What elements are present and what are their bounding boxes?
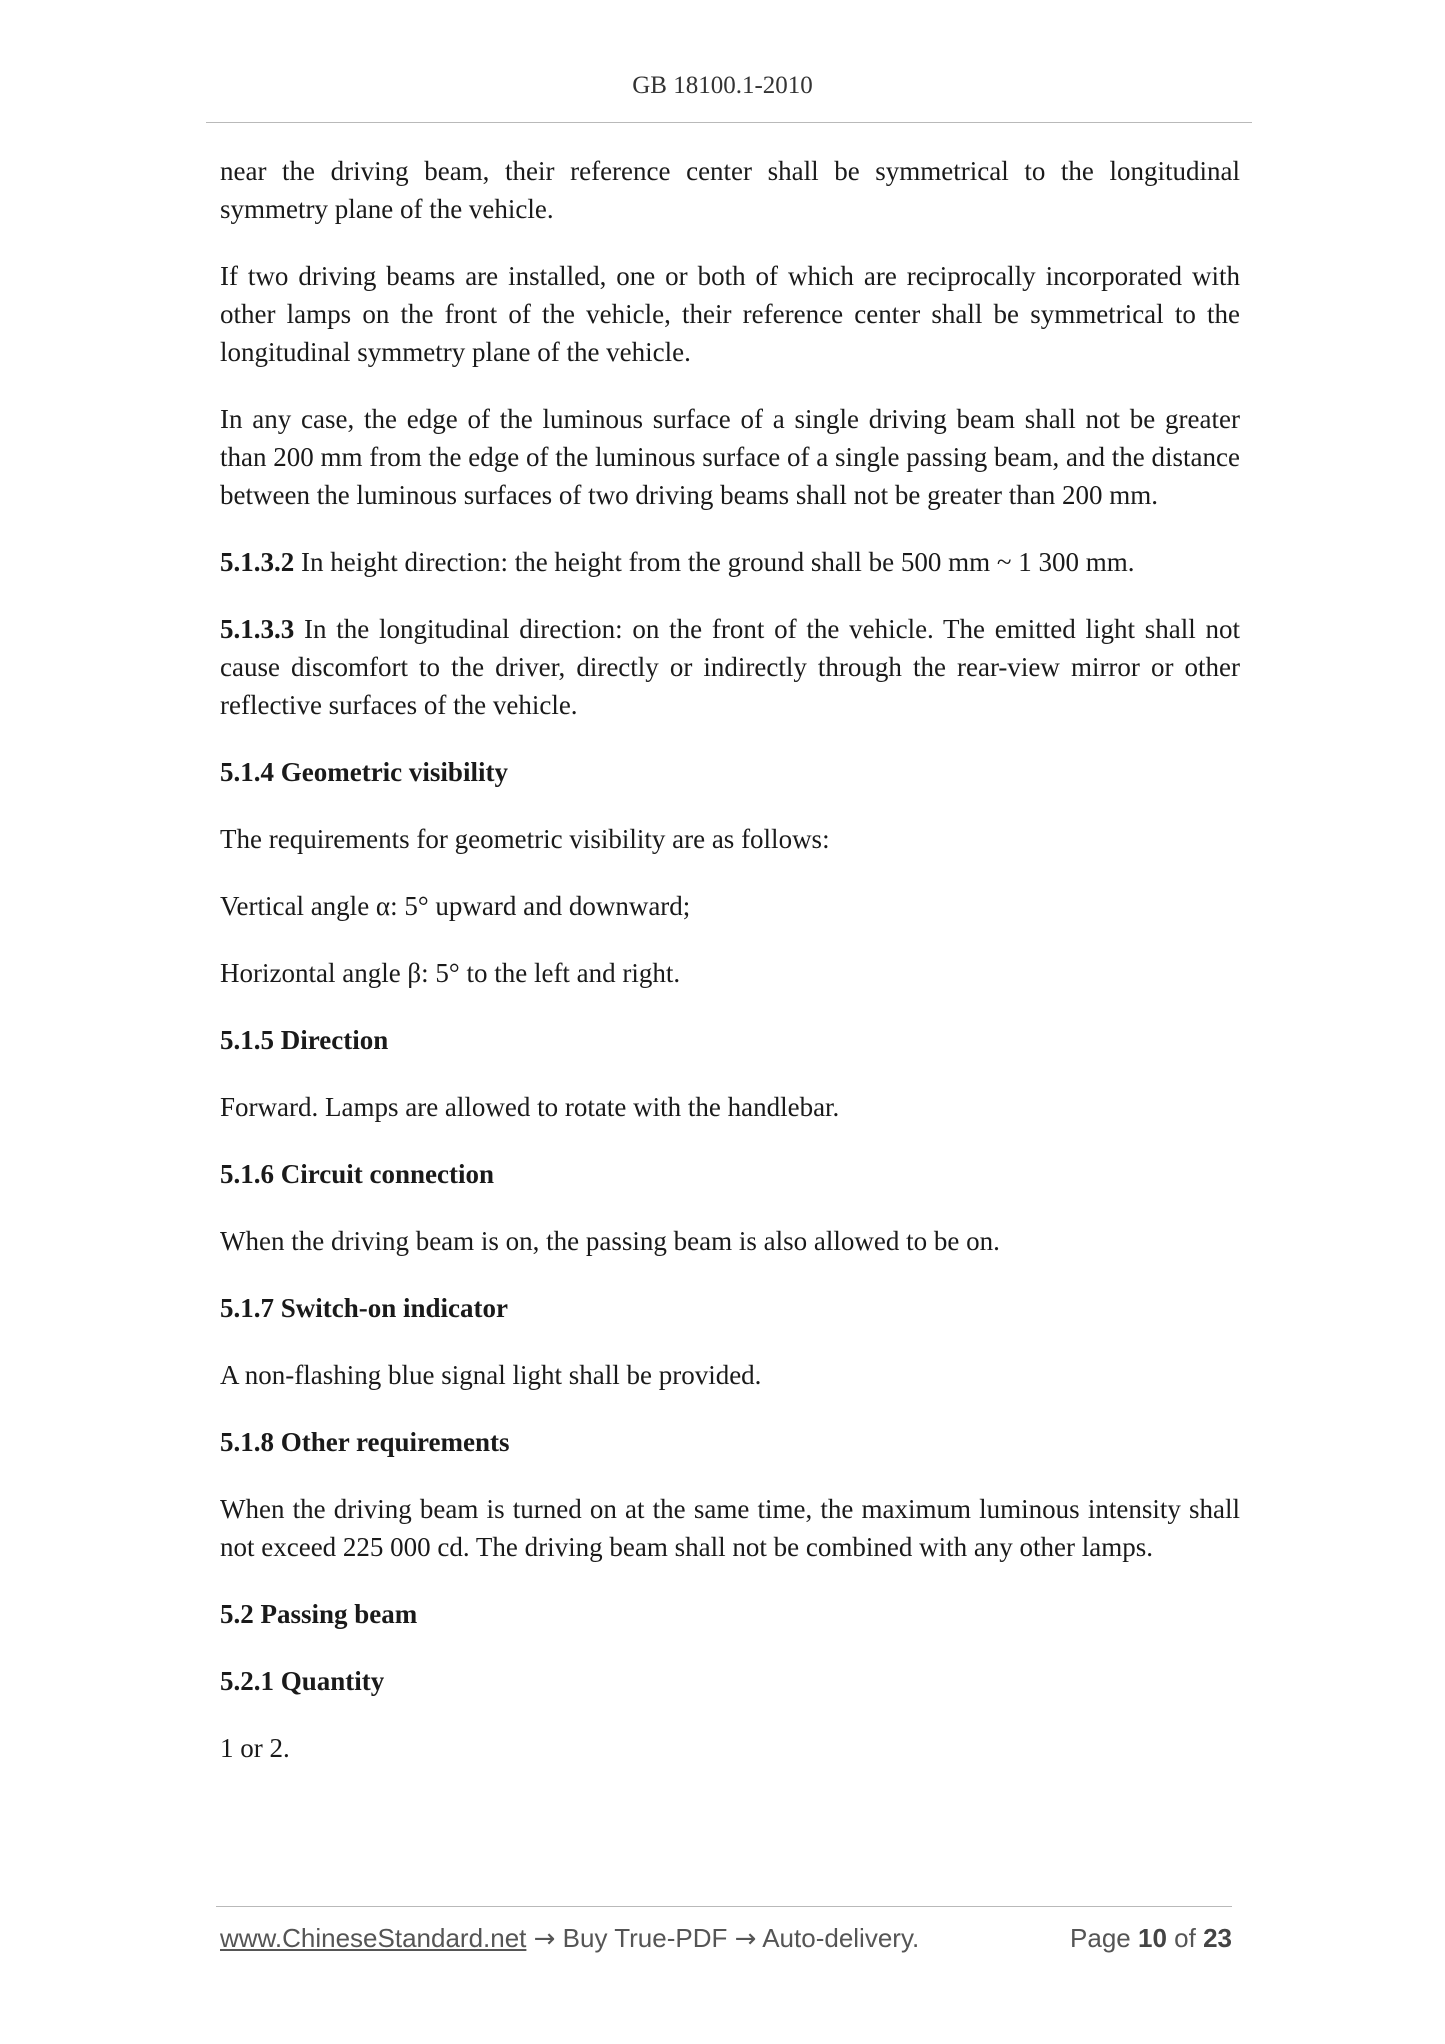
section-heading: 5.1.5 Direction xyxy=(220,1025,389,1055)
clause-5-1-3-3 xyxy=(220,610,1240,724)
paragraph: If two driving beams are installed, one or both of which are reciprocally incorporated with other lamps on the front of the vehicle, their reference center shall be symmetrical to the longitudinal symmetry plane of the vehicle. xyxy=(220,261,1240,367)
of-label: of xyxy=(1174,1923,1196,1953)
footer-promo xyxy=(220,1918,919,1959)
paragraph: near the driving beam, their reference center shall be symmetrical to the longitudinal symmetry plane of the vehicle. xyxy=(220,156,1240,224)
document-body xyxy=(220,152,1240,1796)
section-heading: 5.1.8 Other requirements xyxy=(220,1427,510,1457)
paragraph: When the driving beam is on, the passing beam is also allowed to be on. xyxy=(220,1226,1000,1256)
header-divider xyxy=(206,122,1252,123)
clause-number: 5.1.3.2 xyxy=(220,547,295,577)
paragraph: The requirements for geometric visibility are as follows: xyxy=(220,824,830,854)
document-header-title: GB 18100.1-2010 xyxy=(632,72,813,99)
paragraph: A non-flashing blue signal light shall be provided. xyxy=(220,1360,762,1390)
total-pages: 23 xyxy=(1203,1923,1232,1953)
arrow-right-icon: → xyxy=(734,1924,757,1954)
section-heading: 5.2.1 Quantity xyxy=(220,1666,385,1696)
section-heading: 5.1.7 Switch-on indicator xyxy=(220,1293,509,1323)
auto-delivery-text: Auto-delivery. xyxy=(762,1923,920,1953)
page-label: Page xyxy=(1070,1923,1131,1953)
paragraph: Vertical angle α: 5° upward and downward; xyxy=(220,891,691,921)
paragraph: 1 or 2. xyxy=(220,1733,290,1763)
buy-pdf-text: Buy True-PDF xyxy=(562,1923,728,1953)
section-heading: 5.2 Passing beam xyxy=(220,1599,418,1629)
section-heading: 5.1.4 Geometric visibility xyxy=(220,757,508,787)
website-link[interactable]: www.ChineseStandard.net xyxy=(220,1923,527,1953)
page-number xyxy=(1070,1918,1232,1958)
current-page: 10 xyxy=(1138,1923,1167,1953)
arrow-right-icon: → xyxy=(533,1924,556,1954)
paragraph: When the driving beam is turned on at the same time, the maximum luminous intensity shall not exceed 225 000 cd. The driving beam shall not be combined with any other lamps. xyxy=(220,1494,1240,1562)
footer-divider xyxy=(216,1906,1232,1907)
clause-number: 5.1.3.3 xyxy=(220,614,295,644)
section-heading: 5.1.6 Circuit connection xyxy=(220,1159,494,1189)
clause-5-1-3-2 xyxy=(220,543,1240,581)
clause-text: In the longitudinal direction: on the front of the vehicle. The emitted light shall not cause discomfort to the driver, directly or indirectly through the rear-view mirror or other reflective surfaces of the vehicle. xyxy=(220,614,1240,720)
paragraph: In any case, the edge of the luminous surface of a single driving beam shall not be greater than 200 mm from the edge of the luminous surface of a single passing beam, and the distance between the luminous surfaces of two driving beams shall not be greater than 200 mm. xyxy=(220,404,1240,510)
paragraph: Horizontal angle β: 5° to the left and right. xyxy=(220,958,681,988)
clause-text: In height direction: the height from the ground shall be 500 mm ~ 1 300 mm. xyxy=(294,547,1135,577)
paragraph: Forward. Lamps are allowed to rotate with the handlebar. xyxy=(220,1092,840,1122)
